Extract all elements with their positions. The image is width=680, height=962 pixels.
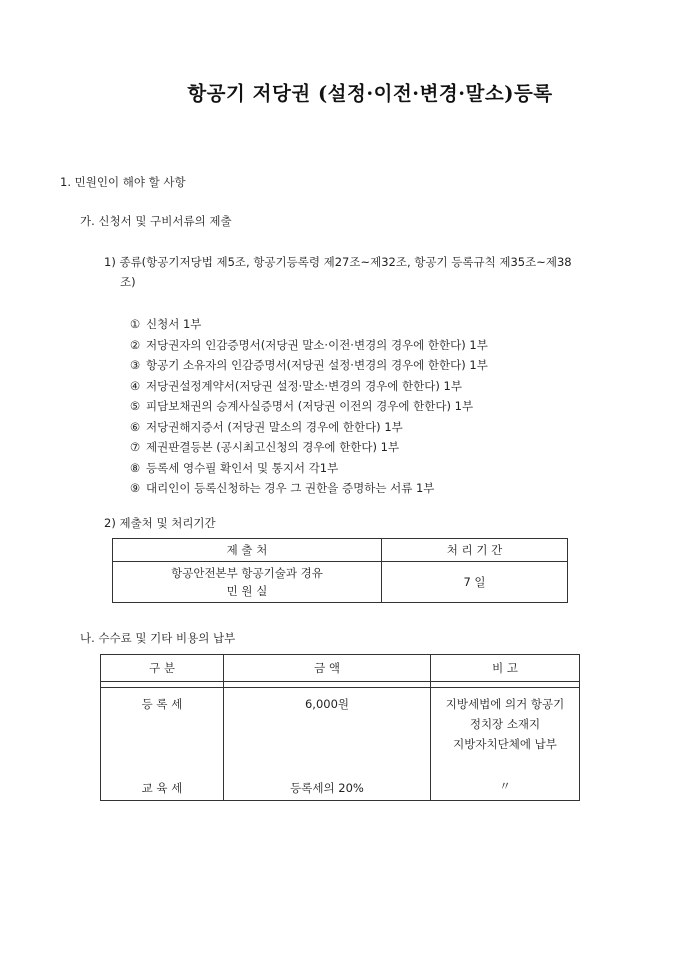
document-text: 피담보채권의 승계사실증명서 (저당권 이전의 경우에 한한다) 1부: [146, 399, 474, 413]
header-note: 비 고: [431, 655, 580, 682]
header-category: 구 분: [101, 655, 224, 682]
note-cell: [431, 688, 580, 801]
document-text: 제권판결등본 (공시최고신청의 경우에 한한다) 1부: [146, 440, 400, 454]
document-number: ⑤: [129, 399, 141, 413]
document-number: ⑦: [129, 440, 141, 454]
document-text: 대리인이 등록신청하는 경우 그 권한을 증명하는 서류 1부: [146, 481, 435, 495]
row2-category: 교 육 세: [141, 781, 183, 795]
row2-note: 〃: [499, 779, 511, 793]
period-cell: 7 일: [382, 562, 568, 603]
document-text: 항공기 소유자의 인감증명서(저당권 설정·변경의 경우에 한한다) 1부: [146, 358, 488, 372]
section-1-heading: 1. 민원인이 해야 할 사항: [60, 175, 186, 189]
document-text: 신청서 1부: [146, 317, 202, 331]
document-item: [128, 335, 488, 356]
page-title: 항공기 저당권 (설정·이전·변경·말소)등록: [187, 82, 553, 105]
document-item: [128, 478, 488, 499]
document-item: [128, 458, 488, 479]
header-amount: 금 액: [224, 655, 431, 682]
section-b-heading: 나. 수수료 및 기타 비용의 납부: [80, 631, 236, 645]
place-cell: [113, 562, 382, 603]
required-documents-list: [128, 314, 488, 499]
document-number: ④: [129, 378, 141, 393]
document-item: [128, 437, 488, 458]
category-cell: [101, 688, 224, 801]
document-number: ⑧: [129, 460, 141, 475]
document-number: ⑨: [129, 481, 141, 495]
document-text: 등록세 영수필 확인서 및 통지서 각1부: [146, 460, 339, 475]
submission-table: [112, 538, 568, 603]
header-period: 처 리 기 간: [382, 539, 568, 562]
row1-amount: 6,000원: [304, 697, 350, 711]
document-item: [128, 355, 488, 376]
item-1-line-2: 조): [120, 275, 136, 289]
item-2-heading: 2) 제출처 및 처리기간: [104, 516, 216, 530]
row1-category: 등 록 세: [141, 697, 183, 711]
document-number: ①: [129, 317, 141, 331]
row1-note-line-3: 지방자치단체에 납부: [453, 737, 557, 751]
document-number: ⑥: [129, 419, 141, 434]
fee-table: [100, 654, 580, 801]
document-item: [128, 376, 488, 397]
row1-note-line-2: 정치장 소재지: [469, 717, 541, 731]
row1-note-line-1: 지방세법에 의거 항공기: [445, 697, 565, 711]
row2-amount: 등록세의 20%: [290, 781, 364, 795]
document-text: 저당권자의 인감증명서(저당권 말소·이전·변경의 경우에 한한다) 1부: [146, 337, 488, 352]
document-item: [128, 314, 488, 335]
document-text: 저당권해지증서 (저당권 말소의 경우에 한한다) 1부: [146, 419, 403, 434]
document-item: [128, 396, 488, 417]
document-number: ③: [129, 358, 141, 372]
place-line-2: 민 원 실: [226, 584, 268, 598]
place-line-1: 항공안전본부 항공기술과 경유: [171, 566, 323, 580]
document-number: ②: [129, 337, 141, 352]
header-place: 제 출 처: [113, 539, 382, 562]
section-a-heading: 가. 신청서 및 구비서류의 제출: [80, 214, 232, 228]
document-item: [128, 417, 488, 438]
document-text: 저당권설정계약서(저당권 설정·말소·변경의 경우에 한한다) 1부: [146, 378, 462, 393]
amount-cell: [224, 688, 431, 801]
item-1-line-1: 1) 종류(항공기저당법 제5조, 항공기등록령 제27조~제32조, 항공기 등록규칙 제35조~제38: [104, 255, 572, 269]
